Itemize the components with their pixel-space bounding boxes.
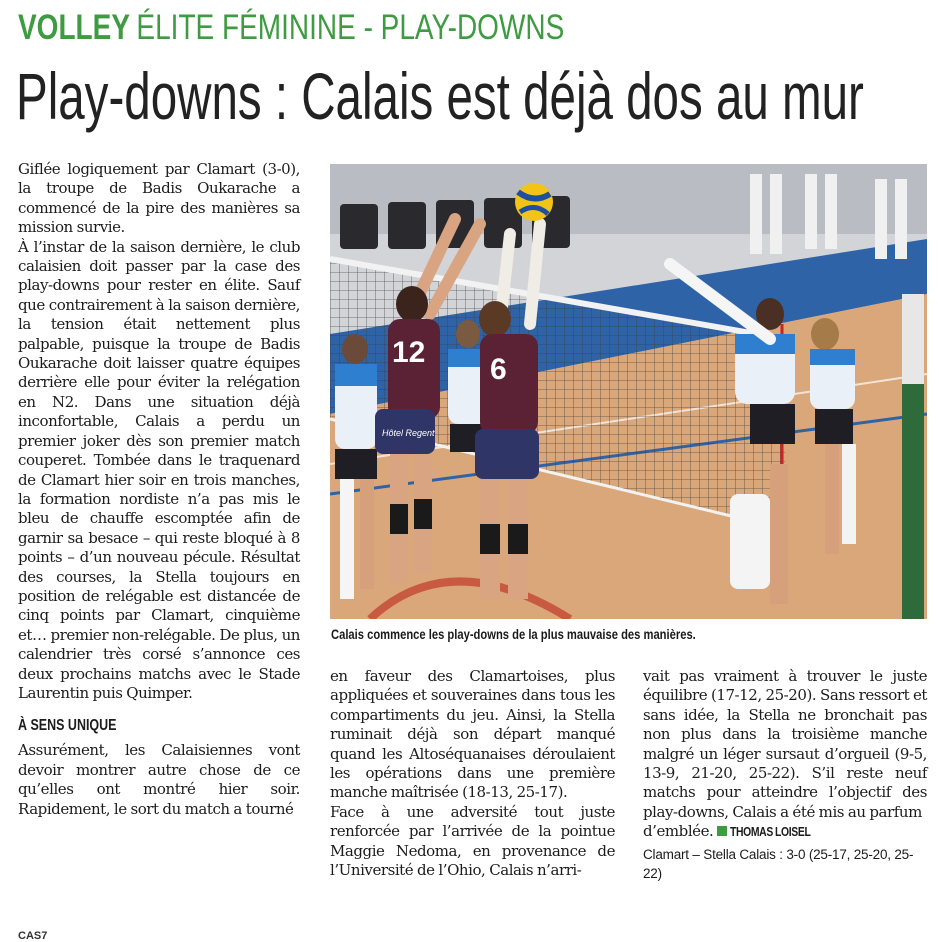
match-score: Clamart – Stella Calais : 3-0 (25-17, 25-20, 25-22) <box>643 846 914 881</box>
body-paragraph: À l’instar de la saison dernière, le club calaisien doit passer par la case des play-downs pour rester en élite. Sauf que contrairement à la saison dernière, la tension était nettement plus palpable, puisque la troupe de Badis Oukarache doit laisser quatre équipes derrière elle pour éviter la relégation en N2. Dans une situation déjà inconfortable, Calais a perdu un premier joker dès son premier match couperet. Tombée dans le traquenard de Clamart hier soir en trois manches, la formation nordiste n’a pas mis le bleu de chauffe escomptée afin de garnir sa besace – qui reste bloqué à 8 points – d’un nouveau pécule. Résultat des courses, la Stella toujours en position de relégable est distancée de cinq points par Clamart, cinquième et… premier non-relégable. De plus, un calendrier très corsé s’annonce ces deux prochains matchs avec le Stade Laurentin puis Quimper. <box>18 237 300 702</box>
jersey-number-6: 6 <box>490 353 507 386</box>
photo-caption: Calais commence les play-downs de la plus mauvaise des manières. <box>331 626 696 642</box>
article-column-3 <box>643 667 927 883</box>
article-column-2 <box>330 667 615 880</box>
page-folio: CAS7 <box>18 930 48 942</box>
volleyball <box>515 183 553 221</box>
volleyball-action-photo <box>330 164 927 619</box>
article-headline: Play-downs : Calais est déjà dos au mur <box>16 59 864 133</box>
section-kicker <box>18 6 564 50</box>
body-paragraph: Assurément, les Calaisiennes vont devoir montrer autre chose de ce qu’elles ont montré hier soir. Rapidement, le sort du match a tourné <box>18 741 300 818</box>
body-paragraph: Face à une adversité tout juste renforcée par l’arrivée de la pointue Maggie Nedoma, en provenance de l’Université de l’Ohio, Calais n’arri- <box>330 802 615 880</box>
end-square-icon <box>717 826 727 836</box>
author-name: THOMAS LOISEL <box>730 824 811 840</box>
shirt-sponsor: Hôtel Regent <box>382 428 435 438</box>
kicker-sport: VOLLEY <box>18 8 131 47</box>
article-column-1 <box>18 160 300 819</box>
article-signoff <box>643 822 927 841</box>
jersey-number-12: 12 <box>392 336 426 369</box>
kicker-section: ÉLITE FÉMININE - PLAY-DOWNS <box>136 8 565 47</box>
subheading: À SENS UNIQUE <box>18 717 117 735</box>
last-line: d’emblée. <box>643 822 714 841</box>
article-photo <box>330 164 927 619</box>
body-paragraph: en faveur des Clamartoises, plus appliquées et souveraines dans tous les compartiments du jeu. Ainsi, la Stella ruminait déjà son départ manqué quand les Altoséquanaises déroulaient les opérations dans une première manche maîtrisée (18-13, 25-17). <box>330 667 615 802</box>
body-paragraph: vait pas vraiment à trouver le juste équilibre (17-12, 25-20). Sans ressort et sans idée, la Stella ne bronchait pas non plus dans la troisième manche malgré un léger sursaut d’orgueil (9-5, 13-9, 21-20, 25-22). S’il reste neuf matchs pour atteindre l’objectif des play-downs, Calais a été mis au parfum <box>643 667 927 821</box>
body-paragraph: Giflée logiquement par Clamart (3-0), la troupe de Badis Oukarache a commencé de la pire des manières sa mission survie. <box>18 160 300 237</box>
